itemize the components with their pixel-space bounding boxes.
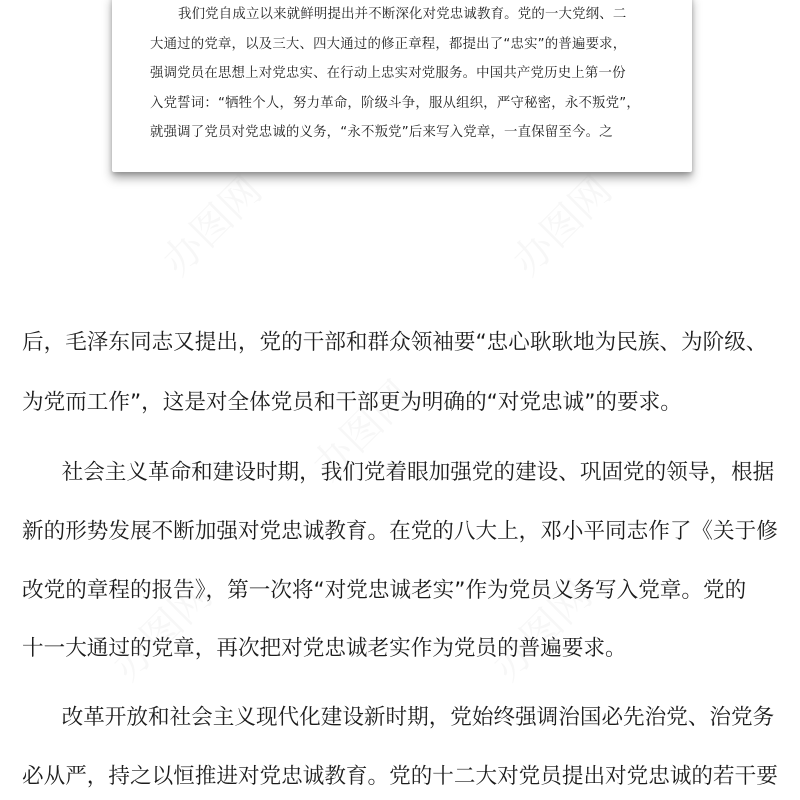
card-line: 入党誓词：“牺牲个人，努力革命，阶级斗争，服从组织，严守秘密，永不叛党”， bbox=[150, 95, 640, 111]
body-line: 十一大通过的党章，再次把对党忠诚老实作为党员的普遍要求。 bbox=[22, 636, 627, 661]
body-line: 改党的章程的报告》，第一次将“对党忠诚老实”作为党员义务写入党章。党的 bbox=[22, 578, 747, 603]
card-line: 我们党自成立以来就鲜明提出并不断深化对党忠诚教育。党的一大党纲、二 bbox=[178, 7, 627, 22]
watermark: 办图网 bbox=[503, 167, 622, 285]
watermark: 办图网 bbox=[483, 572, 602, 690]
body-line: 社会主义革命和建设时期，我们党着眼加强党的建设、巩固党的领导，根据 bbox=[40, 460, 775, 485]
body-line: 新的形势发展不断加强对党忠诚教育。在党的八大上，邓小平同志作了《关于修 bbox=[22, 519, 778, 544]
watermark: 办图网 bbox=[103, 572, 222, 690]
watermark: 办图网 bbox=[303, 372, 422, 490]
card-paragraph bbox=[150, 0, 660, 148]
card-line: 就强调了党员对党忠诚的义务，“永不叛党”后来写入党章，一直保留至今。之 bbox=[150, 125, 613, 140]
body-line: 为党而工作”，这是对全体党员和干部更为明确的“对党忠诚”的要求。 bbox=[22, 390, 682, 415]
watermark: 办图网 bbox=[153, 167, 272, 285]
body-line: 改革开放和社会主义现代化建设新时期，党始终强调治国必先治党、治党务 bbox=[40, 705, 775, 730]
card-line: 强调党员在思想上对党忠实、在行动上忠实对党服务。中国共产党历史上第一份 bbox=[150, 66, 626, 81]
body-line: 必从严，持之以恒推进对党忠诚教育。党的十二大对党员提出对党忠诚的若干要 bbox=[22, 764, 778, 789]
card-line: 大通过的党章，以及三大、四大通过的修正章程，都提出了“忠实”的普遍要求， bbox=[150, 36, 627, 52]
body-line: 后，毛泽东同志又提出，党的干部和群众领袖要“忠心耿耿地为民族、为阶级、 bbox=[22, 330, 768, 355]
